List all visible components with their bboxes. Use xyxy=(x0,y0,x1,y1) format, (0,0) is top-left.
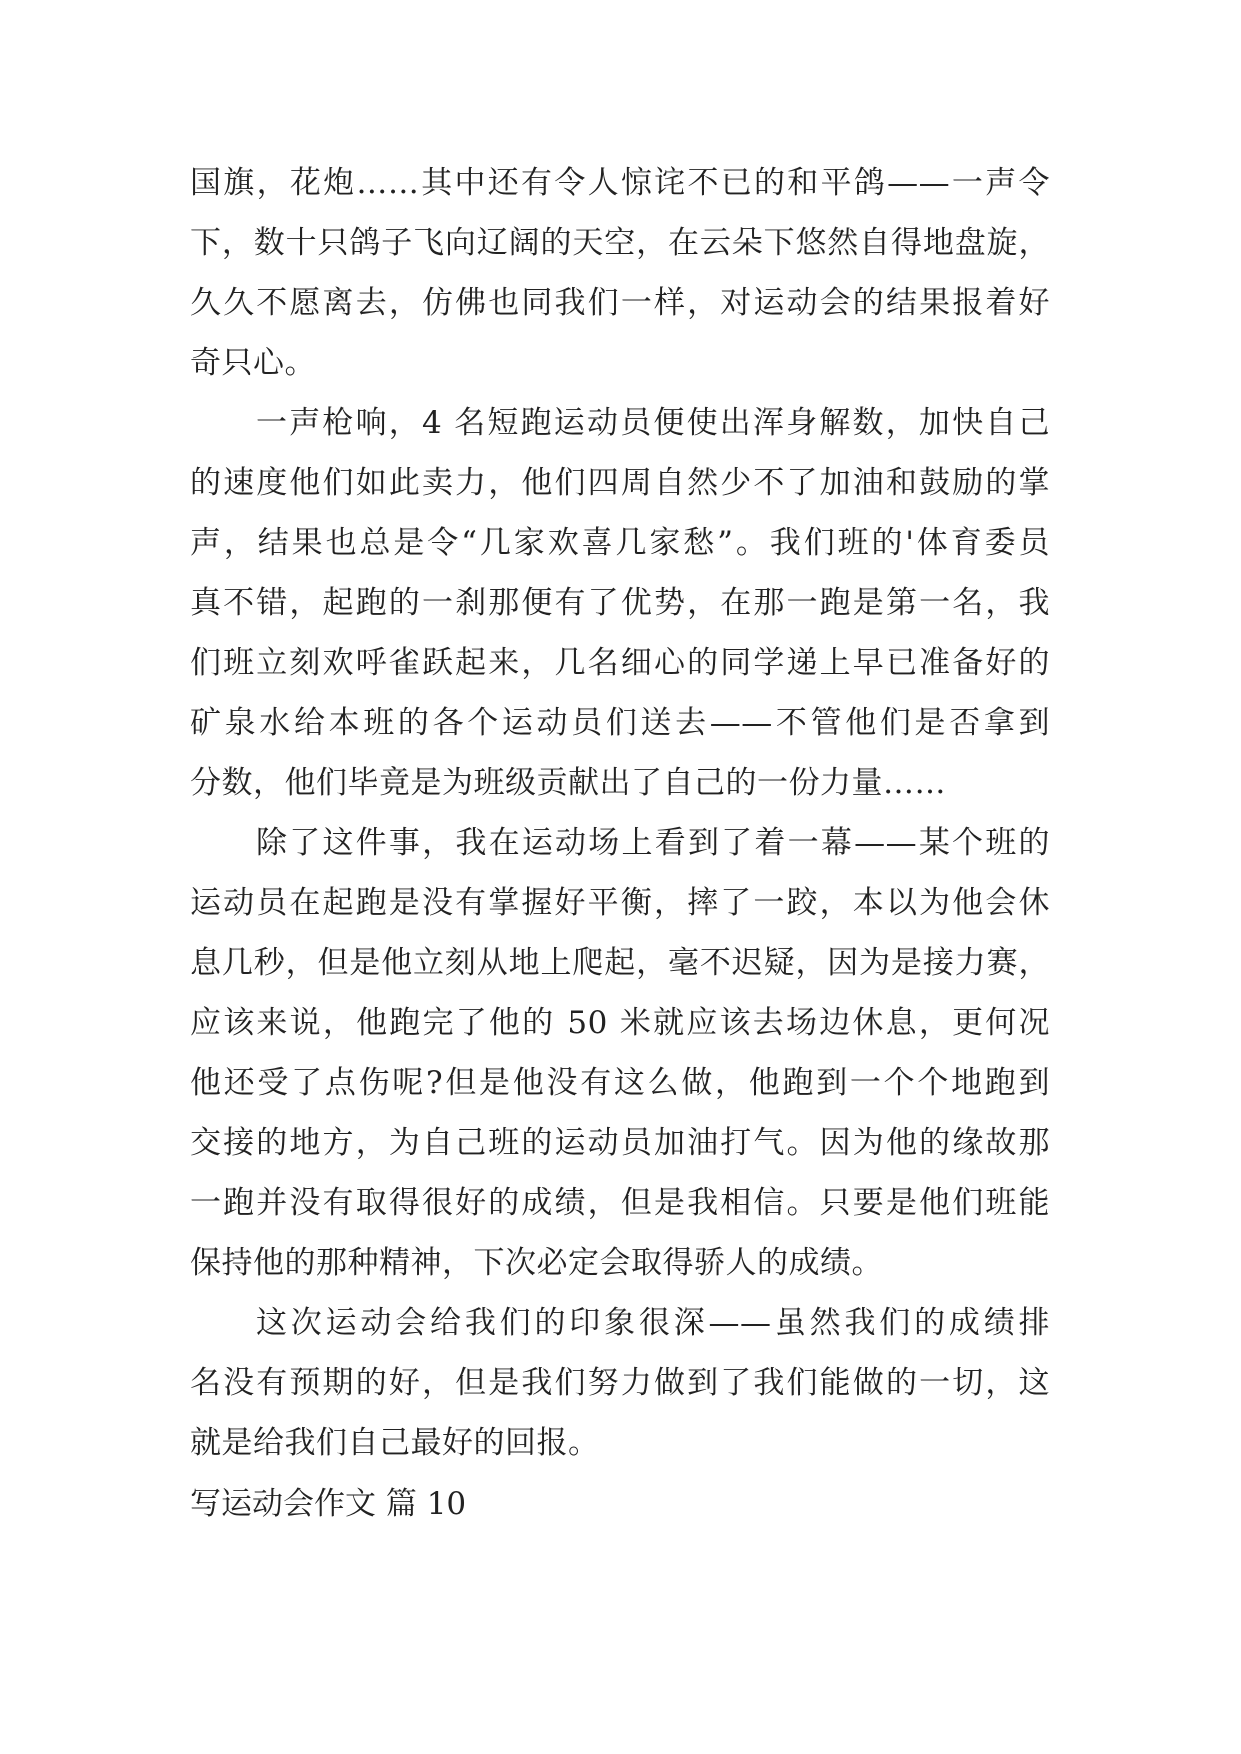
text-line: 分数，他们毕竟是为班级贡献出了自己的一份力量…… xyxy=(190,765,946,801)
text-line: 应该来说，他跑完了他的 50 米就应该去场边休息，更何况 xyxy=(190,1005,1050,1041)
text-line: 一声枪响，4 名短跑运动员便使出浑身解数，加快自己 xyxy=(256,405,1050,441)
text-line: 久久不愿离去，仿佛也同我们一样，对运动会的结果报着好 xyxy=(190,285,1050,321)
text-line: 奇只心。 xyxy=(190,345,316,381)
text-line: 就是给我们自己最好的回报。 xyxy=(190,1425,600,1461)
text-line: 运动员在起跑是没有掌握好平衡，摔了一跤，本以为他会休 xyxy=(190,885,1050,921)
text-line: 保持他的那种精神，下次必定会取得骄人的成绩。 xyxy=(190,1245,883,1281)
text-line: 矿泉水给本班的各个运动员们送去——不管他们是否拿到 xyxy=(190,705,1050,741)
text-line: 们班立刻欢呼雀跃起来，几名细心的同学递上早已准备好的 xyxy=(190,645,1050,681)
text-line: 国旗，花炮……其中还有令人惊诧不已的和平鸽——一声令 xyxy=(190,165,1050,201)
text-line: 声，结果也总是令“几家欢喜几家愁”。我们班的'体育委员 xyxy=(190,525,1050,561)
text-line: 的速度他们如此卖力，他们四周自然少不了加油和鼓励的掌 xyxy=(190,465,1050,501)
section-heading: 写运动会作文 篇 10 xyxy=(190,1486,467,1522)
text-line: 真不错，起跑的一刹那便有了优势，在那一跑是第一名，我 xyxy=(190,585,1050,621)
paragraph xyxy=(190,153,1050,393)
text-line: 一跑并没有取得很好的成绩，但是我相信。只要是他们班能 xyxy=(190,1185,1050,1221)
paragraph xyxy=(190,393,1050,813)
paragraph xyxy=(190,1293,1050,1473)
text-line: 名没有预期的好，但是我们努力做到了我们能做的一切，这 xyxy=(190,1365,1050,1401)
essay-body xyxy=(190,153,1050,1473)
text-line: 除了这件事，我在运动场上看到了着一幕——某个班的 xyxy=(256,825,1050,861)
text-line: 这次运动会给我们的印象很深——虽然我们的成绩排 xyxy=(256,1305,1050,1341)
text-line: 息几秒，但是他立刻从地上爬起，毫不迟疑，因为是接力赛， xyxy=(190,945,1050,981)
text-line: 他还受了点伤呢?但是他没有这么做，他跑到一个个地跑到 xyxy=(190,1065,1050,1101)
paragraph xyxy=(190,813,1050,1293)
text-line: 下，数十只鸽子飞向辽阔的天空，在云朵下悠然自得地盘旋， xyxy=(190,225,1050,261)
text-line: 交接的地方，为自己班的运动员加油打气。因为他的缘故那 xyxy=(190,1125,1050,1161)
